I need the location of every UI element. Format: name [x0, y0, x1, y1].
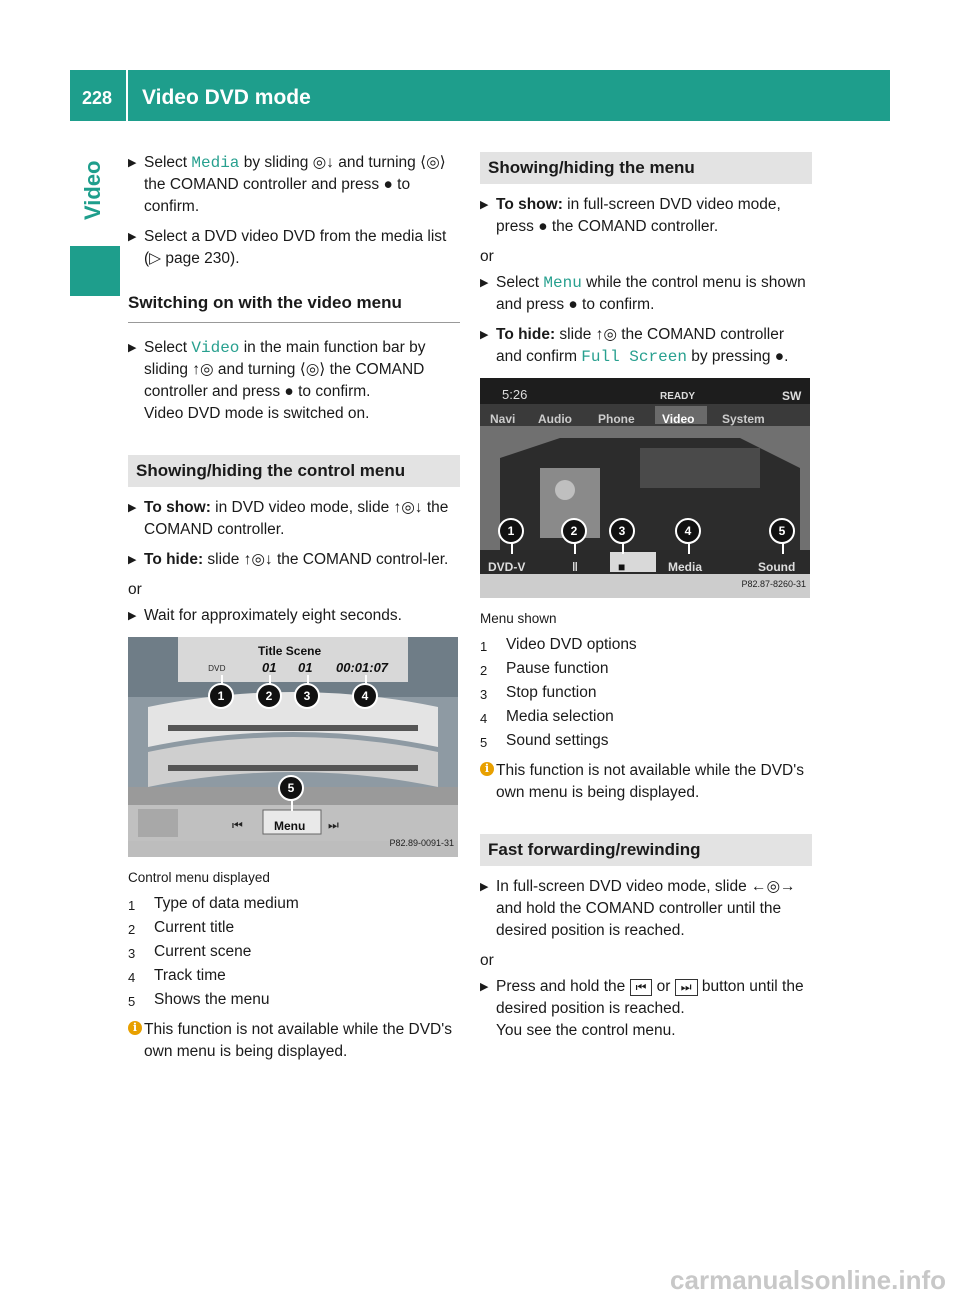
- callout-2: 2: [561, 518, 587, 544]
- side-tab-label: Video: [80, 160, 105, 220]
- callout-3: 3: [294, 683, 320, 709]
- bottom-item-sound: Sound: [758, 560, 796, 574]
- figure-ref: P82.87-8260-31: [741, 579, 806, 589]
- left-column: [128, 152, 460, 1063]
- arrow-icon: ▶: [128, 157, 137, 169]
- callout-2: 2: [256, 683, 282, 709]
- figure-caption: Control menu displayed: [128, 870, 270, 885]
- callout-5: 5: [278, 775, 304, 801]
- arrow-icon: ▶: [128, 502, 137, 514]
- nav-item-system: System: [722, 412, 765, 426]
- video-note: Video DVD mode is switched on.: [144, 405, 370, 422]
- or-text: or: [480, 248, 494, 265]
- figure-caption: Menu shown: [480, 611, 557, 626]
- screenshot-control-menu: [128, 637, 458, 857]
- step-select-video: ▶ Select Video in the main function bar by sliding ↑◎ and turning ⟨◎⟩ the COMAND controller and press ● to confirm. Video DVD mode is switched on.: [128, 337, 460, 425]
- step-hide-control: ▶ To hide: slide ↑◎↓ the COMAND control-ler.: [128, 549, 460, 571]
- screen-menu-button: Menu: [274, 819, 306, 833]
- svg-text:⏮: ⏮: [232, 818, 243, 832]
- status-time: 5:26: [502, 387, 528, 402]
- bottom-item-dvdv: DVD-V: [488, 560, 526, 574]
- screen-title-scene: Title Scene: [258, 644, 322, 658]
- info-note: i This function is not available while the DVD's own menu is being displayed.: [128, 1019, 460, 1063]
- nav-item-video: Video: [662, 412, 695, 426]
- arrow-icon: ▶: [128, 610, 137, 622]
- subheading-video-menu: Switching on with the video menu: [128, 278, 460, 323]
- info-icon: i: [480, 762, 494, 776]
- arrow-icon: ▶: [480, 277, 489, 289]
- step-show-menu: ▶ To show: in full-screen DVD video mode, press ● the COMAND controller.: [480, 196, 781, 235]
- header-separator: [126, 70, 128, 121]
- code-media: Media: [191, 154, 240, 172]
- svg-text:DVD: DVD: [208, 664, 226, 673]
- screen-scene-value: 01: [298, 660, 313, 675]
- step-show-control: ▶ To show: in DVD video mode, slide ↑◎↓ the COMAND controller.: [128, 499, 449, 538]
- legend-item: 4 Media selection: [480, 708, 614, 726]
- arrow-icon: ▶: [128, 342, 137, 354]
- info-note: i This function is not available while the DVD's own menu is being displayed.: [480, 760, 812, 804]
- page-number: 228: [82, 88, 113, 108]
- side-tab-marker: [70, 246, 120, 296]
- callout-1: 1: [498, 518, 524, 544]
- page-title: Video DVD mode: [142, 86, 311, 109]
- right-column: [480, 152, 812, 1050]
- step-select-dvd: ▶ Select a DVD video DVD from the media list (▷ page 230).: [128, 228, 447, 267]
- legend-item: 4 Track time: [128, 967, 226, 985]
- callout-4: 4: [675, 518, 701, 544]
- legend-item: 1 Video DVD options: [480, 636, 637, 654]
- or-text: or: [128, 581, 142, 598]
- pause-icon: ‖: [572, 560, 578, 574]
- legend-item: 1 Type of data medium: [128, 895, 299, 913]
- callout-1: 1: [208, 683, 234, 709]
- legend-item: 3 Current scene: [128, 943, 252, 961]
- step-select-menu: ▶ Select Menu while the control menu is shown and press ● to confirm.: [480, 274, 806, 313]
- legend-item: 5 Shows the menu: [128, 991, 270, 1009]
- code-full-screen: Full Screen: [581, 348, 687, 366]
- legend-item: 5 Sound settings: [480, 732, 609, 750]
- screenshot-menu-shown: [480, 378, 810, 598]
- control-menu-note: You see the control menu.: [496, 1022, 676, 1039]
- side-tab: [80, 160, 120, 240]
- svg-text:⏭: ⏭: [328, 818, 339, 832]
- arrow-icon: ▶: [480, 981, 489, 993]
- skip-forward-key-icon: ⏭: [675, 979, 698, 996]
- callout-3: 3: [609, 518, 635, 544]
- watermark: carmanualsonline.info: [670, 1265, 946, 1295]
- arrow-icon: ▶: [480, 881, 489, 893]
- info-icon: i: [128, 1021, 142, 1035]
- step-hide-menu: ▶ To hide: slide ↑◎ the COMAND controller and confirm Full Screen by pressing ●.: [480, 326, 789, 366]
- figure-ref: P82.89-0091-31: [389, 838, 454, 848]
- code-menu: Menu: [543, 274, 582, 292]
- screen-title-value: 01: [262, 660, 277, 675]
- step-select-media: ▶ Select Media by sliding ◎↓ and turning ⟨◎⟩ the COMAND controller and press ● to confirm.: [128, 154, 446, 215]
- status-ready: READY: [660, 391, 696, 402]
- bottom-item-media: Media: [668, 560, 703, 574]
- arrow-icon: ▶: [480, 329, 489, 341]
- section-control-menu: Showing/hiding the control menu: [128, 455, 460, 487]
- callout-4: 4: [352, 683, 378, 709]
- or-text: or: [480, 952, 494, 969]
- screen-time-value: 00:01:07: [336, 660, 389, 675]
- nav-item-phone: Phone: [598, 412, 635, 426]
- status-sw: SW: [782, 389, 802, 403]
- legend-item: 2 Pause function: [480, 660, 609, 678]
- section-fast-forward: Fast forwarding/rewinding: [480, 834, 812, 866]
- step-slide-ff: ▶ In full-screen DVD video mode, slide ←◎→ and hold the COMAND controller until the desired position is reached.: [480, 878, 796, 939]
- arrow-icon: ▶: [480, 199, 489, 211]
- code-video: Video: [191, 339, 240, 357]
- section-menu: Showing/hiding the menu: [480, 152, 812, 184]
- step-press-hold: ▶ Press and hold the ⏮ or ⏭ button until the desired position is reached. You see the control menu.: [480, 976, 812, 1042]
- legend-item: 2 Current title: [128, 919, 235, 937]
- arrow-icon: ▶: [128, 231, 137, 243]
- legend-item: 3 Stop function: [480, 684, 597, 702]
- arrow-icon: ▶: [128, 554, 137, 566]
- stop-icon: ■: [618, 560, 626, 574]
- nav-item-audio: Audio: [538, 412, 572, 426]
- skip-back-key-icon: ⏮: [630, 979, 653, 996]
- nav-item-navi: Navi: [490, 412, 516, 426]
- step-wait: ▶ Wait for approximately eight seconds.: [128, 605, 460, 627]
- callout-5: 5: [769, 518, 795, 544]
